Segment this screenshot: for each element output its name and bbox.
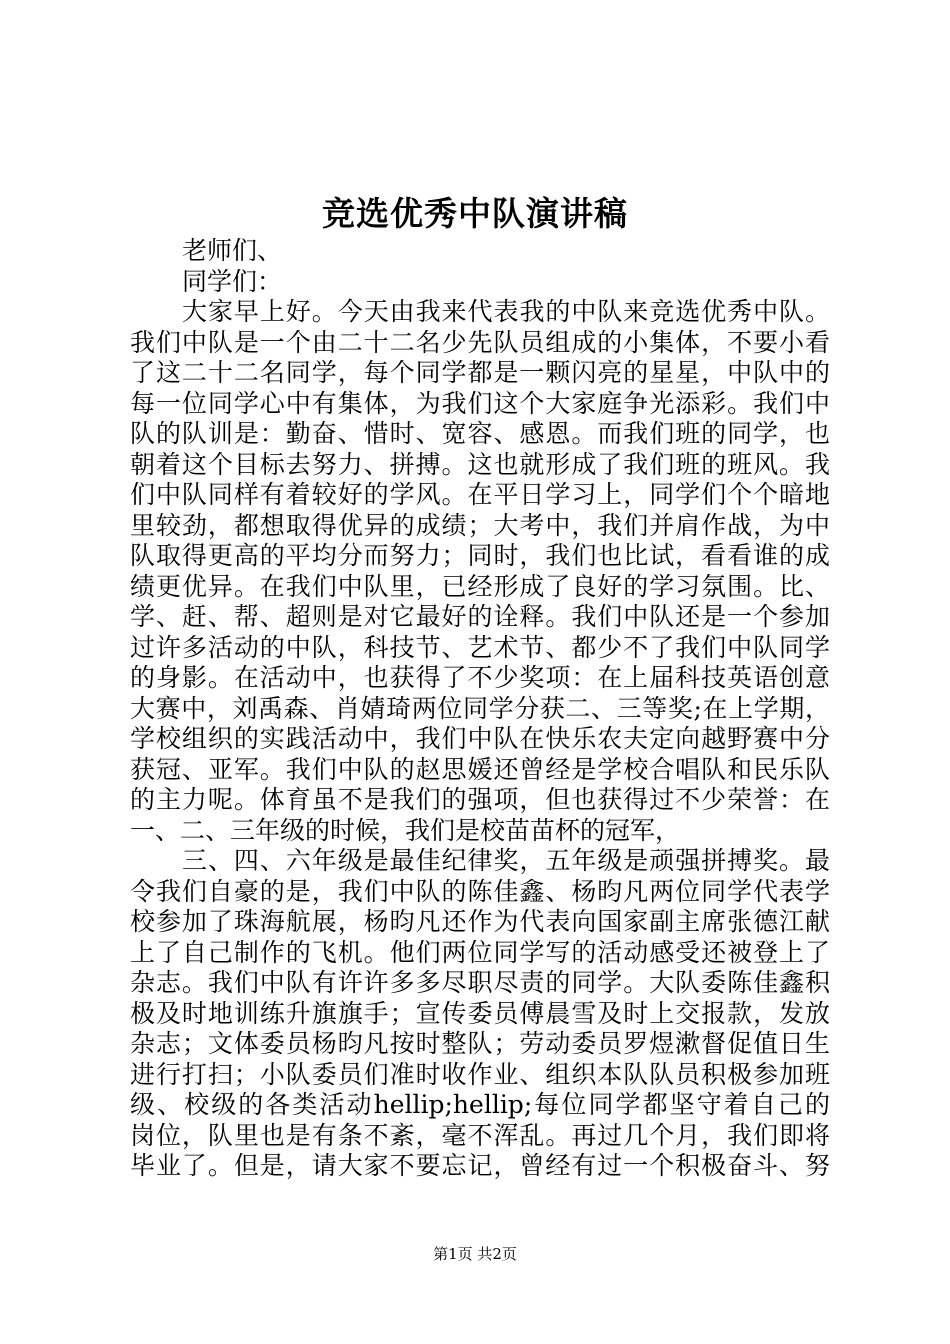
salutation-teachers: 老师们、 bbox=[182, 236, 283, 265]
text-line: 上了自己制作的飞机。他们两位同学写的活动感受还被登上了 bbox=[130, 937, 830, 967]
text-line: 队取得更高的平均分而努力；同时，我们也比试，看看谁的成 bbox=[130, 541, 830, 570]
text-line: 过许多活动的中队，科技节、艺术节、都少不了我们中队同学 bbox=[130, 632, 830, 662]
text-line: 令我们自豪的是，我们中队的陈佳鑫、杨昀凡两位同学代表学 bbox=[130, 876, 830, 906]
text-line: 学、赶、帮、超则是对它最好的诠释。我们中队还是一个参加 bbox=[130, 602, 830, 631]
text-line: 三、四、六年级是最佳纪律奖，五年级是顽强拼搏奖。最 bbox=[182, 846, 830, 875]
paragraph bbox=[130, 846, 830, 1182]
text-line: 校参加了珠海航展，杨昀凡还作为代表向国家副主席张德江献 bbox=[130, 907, 830, 936]
text-line: 的主力呢。体育虽不是我们的强项，但也获得过不少荣誉：在 bbox=[130, 785, 830, 814]
text-line: 杂志；文体委员杨昀凡按时整队；劳动委员罗煜漱督促值日生 bbox=[130, 1029, 830, 1058]
text-line: 的身影。在活动中，也获得了不少奖项：在上届科技英语创意 bbox=[130, 663, 830, 692]
page-footer: 第1页 共2页 bbox=[433, 1245, 517, 1263]
paragraph bbox=[130, 297, 830, 846]
text-line: 大家早上好。今天由我来代表我的中队来竞选优秀中队。 bbox=[182, 297, 830, 326]
text-line: 朝着这个目标去努力、拼搏。这也就形成了我们班的班风。我 bbox=[130, 449, 830, 479]
text-line: 我们中队是一个由二十二名少先队员组成的小集体，不要小看 bbox=[130, 327, 830, 357]
text-line: 杂志。我们中队有许许多多尽职尽责的同学。大队委陈佳鑫积 bbox=[130, 968, 830, 997]
text-line: 学校组织的实践活动中，我们中队在快乐农夫定向越野赛中分 bbox=[130, 724, 830, 753]
text-line: 了这二十二名同学，每个同学都是一颗闪亮的星星，中队中的 bbox=[130, 358, 830, 387]
paragraphs bbox=[130, 297, 830, 1182]
text-line: 每一位同学心中有集体，为我们这个大家庭争光添彩。我们中 bbox=[130, 388, 830, 418]
document-body bbox=[130, 236, 830, 1182]
text-line: 绩更优异。在我们中队里，已经形成了良好的学习氛围。比、 bbox=[130, 571, 830, 601]
text-line: 毕业了。但是，请大家不要忘记，曾经有过一个积极奋斗、努 bbox=[130, 1151, 830, 1180]
text-line: 大赛中，刘禹森、肖婧琦两位同学分获二、三等奖;在上学期， bbox=[130, 693, 830, 723]
text-line: 里较劲，都想取得优异的成绩；大考中，我们并肩作战，为中 bbox=[130, 510, 830, 540]
text-line: 一、二、三年级的时候，我们是校苗苗杯的冠军， bbox=[130, 815, 681, 845]
text-line: 岗位，队里也是有条不紊，毫不浑乱。再过几个月，我们即将 bbox=[130, 1120, 830, 1150]
text-line: 队的队训是：勤奋、惜时、宽容、感恩。而我们班的同学，也 bbox=[130, 419, 830, 448]
document-title: 竞选优秀中队演讲稿 bbox=[322, 194, 628, 233]
text-line: 级、校级的各类活动hellip;hellip;每位同学都坚守着自己的 bbox=[130, 1090, 830, 1119]
salutation-students: 同学们： bbox=[182, 266, 283, 296]
text-line: 们中队同样有着较好的学风。在平日学习上，同学们个个暗地 bbox=[130, 480, 830, 509]
text-line: 进行打扫；小队委员们准时收作业、组织本队队员积极参加班 bbox=[130, 1059, 830, 1089]
text-line: 极及时地训练升旗旗手；宣传委员傅晨雪及时上交报款，发放 bbox=[130, 998, 830, 1028]
text-line: 获冠、亚军。我们中队的赵思媛还曾经是学校合唱队和民乐队 bbox=[130, 754, 830, 784]
